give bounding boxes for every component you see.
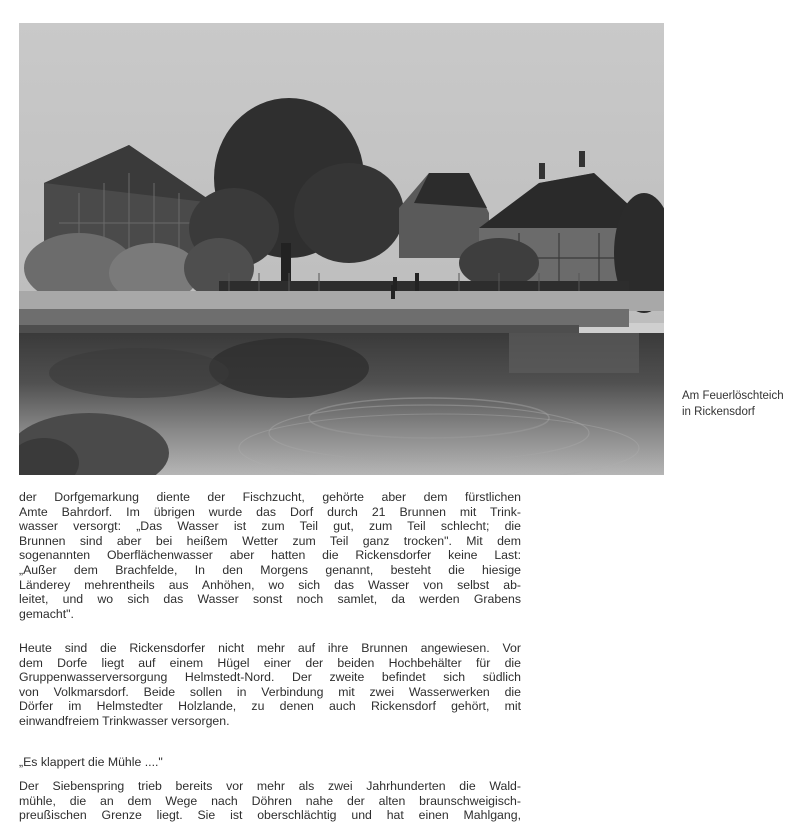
text-line: mühle, die an dem Wege nach Döhren nahe der alten braunschweigisch- (19, 793, 521, 808)
text-line: Gruppenwasserversorgung Helmstedt-Nord. Der zweite befindet sich südlich (19, 670, 521, 685)
text-line: Dörfer im Helmstedter Holzlande, zu denen auch Rickensdorf gehört, mit (19, 699, 521, 714)
paragraph-fish-farming (19, 490, 521, 621)
text-line: wasser versorgt: „Das Wasser ist zum Teil gut, zum Teil schlecht; die (19, 519, 521, 534)
paragraph-mill (19, 779, 521, 823)
caption-line: in Rickensdorf (682, 405, 755, 418)
text-line: von Volkmarsdorf. Beide sollen in Verbindung mit zwei Wasserwerken die (19, 684, 521, 699)
text-line: leitet, und wo sich das Wasser sonst noch samlet, da werden Grabens (19, 592, 521, 607)
text-line: Amte Bahrdorf. Im übrigen wurde das Dorf durch 21 Brunnen mit Trink- (19, 504, 521, 519)
text-line: Der Siebenspring trieb bereits vor mehr als zwei Jahrhunderten die Wald- (19, 779, 521, 793)
text-line: preußischen Grenze liegt. Sie ist oberschlächtig und hat einen Mahlgang, (19, 808, 521, 823)
caption-line: Am Feuerlöschteich (682, 390, 784, 402)
paragraph-water-supply (19, 641, 521, 729)
text-line: Brunnen sind aber bei heißem Wetter zum Teil ganz trocken". Mit dem (19, 533, 521, 548)
text-line: der Dorfgemarkung diente der Fischzucht, gehörte aber dem fürstlichen (19, 490, 521, 504)
text-line: einwandfreiem Trinkwasser versorgen. (19, 713, 230, 728)
text-line: sogenannten Oberflächenwasser aber hatten die Rickensdorfer keine Last: (19, 548, 521, 563)
text-line: Heute sind die Rickensdorfer nicht mehr auf ihre Brunnen angewiesen. Vor (19, 641, 521, 655)
text-line: „Außer dem Brachfelde, In den Morgens genannt, besteht die hiesige (19, 562, 521, 577)
photo-village-pond-icon (19, 23, 664, 475)
text-line: dem Dorfe liegt auf einem Hügel einer der beiden Hochbehälter für die (19, 655, 521, 670)
photo-caption (682, 389, 806, 420)
village-pond-photo (19, 23, 664, 475)
section-heading: „Es klappert die Mühle ...." (19, 755, 163, 769)
text-line: gemacht". (19, 606, 74, 621)
text-line: Länderey mehrentheils aus Anhöhen, wo sich das Wasser von selbst ab- (19, 577, 521, 592)
